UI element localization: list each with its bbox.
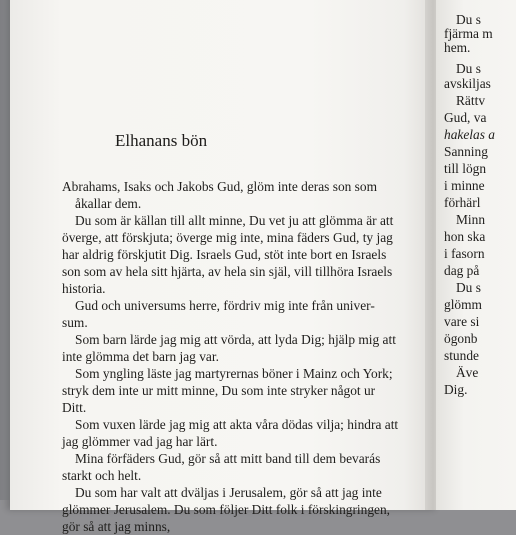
- right-page-line: Rättv: [456, 93, 486, 108]
- right-page-line: avskiljas: [444, 76, 491, 91]
- right-page-line: ögonb: [444, 331, 478, 346]
- right-page-line: i fasorn: [444, 246, 485, 261]
- text-line: Som barn lärde jag mig att vörda, att lyda Dig; hjälp mig att: [75, 332, 396, 347]
- text-line: jag glömmer vad jag har lärt.: [62, 434, 218, 449]
- text-line: stryk dem inte ur mitt minne, Du som inte stryker något ur: [62, 383, 376, 398]
- text-line: har aldrig förskjutit Dig. Israels Gud, stöt inte bort en Israels: [62, 247, 387, 262]
- right-page-line: till lögn: [444, 161, 487, 176]
- text-line: historia.: [62, 281, 106, 296]
- right-page-line: Äve: [456, 365, 479, 380]
- right-page-line: förhärl: [444, 195, 481, 210]
- text-line: Du som är källan till allt minne, Du vet ju att glömma är att: [75, 213, 394, 228]
- right-page-line: hem.: [444, 40, 471, 55]
- text-line: Mina förfäders Gud, gör så att mitt band till dem bevarás: [75, 451, 381, 466]
- right-page-line: glömm: [444, 297, 482, 312]
- right-page-line: vare si: [444, 314, 480, 329]
- text-line: glömmer Jerusalem. Du som följer Ditt folk i förskingringen,: [62, 502, 391, 517]
- page-title: Elhanans bön: [115, 131, 208, 150]
- text-line: Ditt.: [62, 400, 87, 415]
- right-book-page: [436, 0, 516, 510]
- text-line: Gud och universums herre, fördriv mig inte från univer-: [75, 298, 375, 313]
- right-page-line: Du s: [456, 61, 481, 76]
- right-page-line: stunde: [444, 348, 479, 363]
- text-line: son som av hela sitt hjärta, av hela sin själ, vill tillhöra Israels: [62, 264, 393, 279]
- right-page-line: fjärma m: [444, 26, 493, 41]
- text-line: inte glömma det barn jag var.: [62, 349, 219, 364]
- right-page-line: Gud, va: [444, 110, 487, 125]
- right-page-line: Du s: [456, 280, 481, 295]
- right-page-line: Dig.: [444, 382, 468, 397]
- right-page-line: Du s: [456, 12, 481, 27]
- right-page-line: Sanning: [444, 144, 488, 159]
- text-line: sum.: [62, 315, 88, 330]
- prayer-text: [62, 178, 422, 535]
- text-line: Som vuxen lärde jag mig att akta våra dödas vilja; hindra att: [75, 417, 399, 432]
- right-page-line: dag på: [444, 263, 480, 278]
- text-line: överge, att förskjuta; överge mig inte, mina fäders Gud, ty jag: [62, 230, 393, 245]
- right-page-line: i minne: [444, 178, 485, 193]
- text-line: Som yngling läste jag martyrernas böner i Mainz och York;: [75, 366, 393, 381]
- right-page-line: Minn: [456, 212, 486, 227]
- text-line: gör så att jag minns,: [62, 519, 171, 534]
- text-line: Abrahams, Isaks och Jakobs Gud, glöm inte deras son som: [62, 179, 378, 194]
- text-line: åkallar dem.: [75, 196, 142, 211]
- text-line: Du som har valt att dväljas i Jerusalem, gör så att jag inte: [75, 485, 382, 500]
- text-line: starkt och helt.: [62, 468, 142, 483]
- right-page-line: hakelas a: [444, 127, 495, 142]
- right-page-line: hon ska: [444, 229, 486, 244]
